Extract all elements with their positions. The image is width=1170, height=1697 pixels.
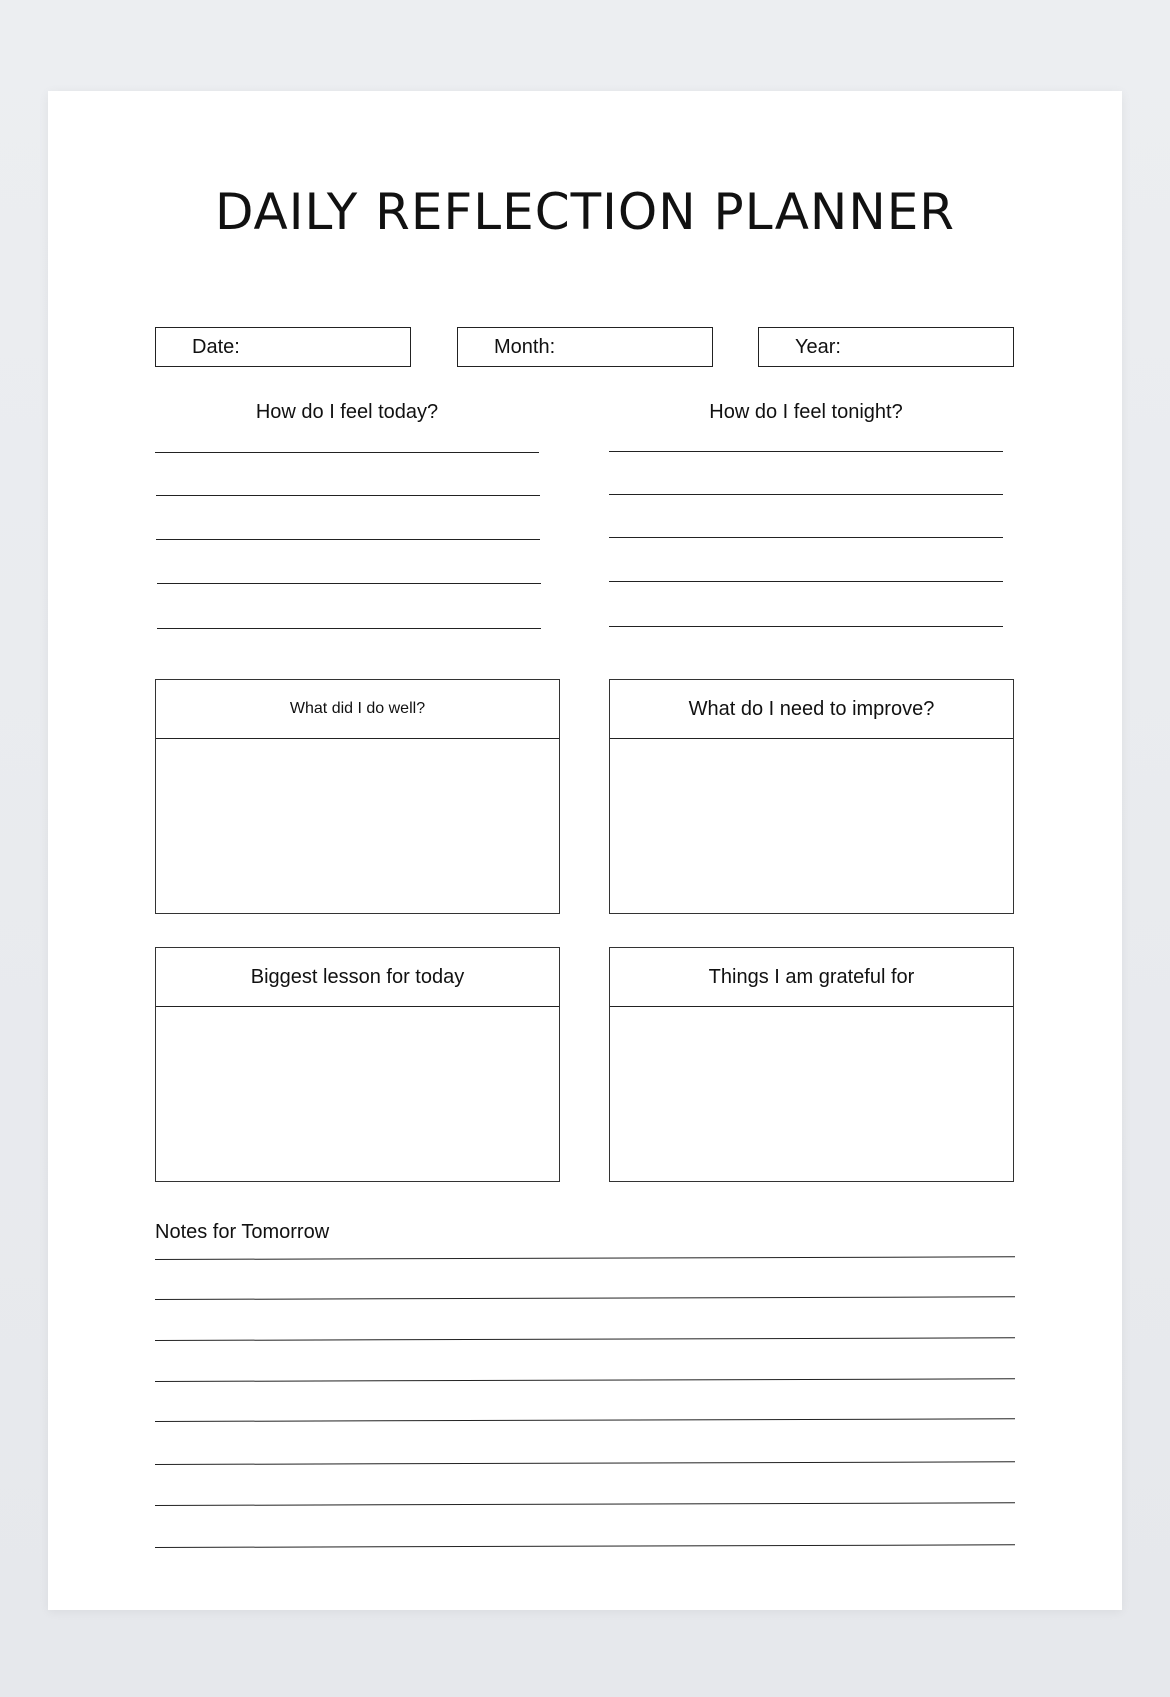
date-field[interactable] [155, 327, 411, 367]
lesson-heading: Biggest lesson for today [156, 948, 559, 1007]
grateful-heading: Things I am grateful for [610, 948, 1013, 1007]
feel-today-heading: How do I feel today? [255, 401, 439, 423]
year-field[interactable] [758, 327, 1014, 367]
feel-tonight-line[interactable] [609, 537, 1003, 538]
notes-line[interactable] [155, 1337, 1015, 1341]
notes-line[interactable] [155, 1256, 1015, 1260]
notes-heading: Notes for Tomorrow [155, 1221, 330, 1243]
feel-today-line[interactable] [156, 495, 540, 496]
improve-box[interactable] [609, 679, 1014, 914]
date-label: Date: [192, 336, 240, 358]
feel-today-line[interactable] [156, 539, 540, 540]
feel-today-line[interactable] [157, 628, 541, 629]
notes-line[interactable] [155, 1296, 1015, 1300]
feel-today-line[interactable] [155, 452, 539, 453]
did-well-heading: What did I do well? [156, 680, 559, 739]
month-field[interactable] [457, 327, 713, 367]
improve-heading: What do I need to improve? [610, 680, 1013, 739]
month-label: Month: [494, 336, 556, 358]
notes-line[interactable] [155, 1544, 1015, 1548]
notes-line[interactable] [155, 1461, 1015, 1465]
feel-tonight-line[interactable] [609, 451, 1003, 452]
notes-line[interactable] [155, 1502, 1015, 1506]
did-well-box[interactable] [155, 679, 560, 914]
notes-line[interactable] [155, 1418, 1015, 1422]
notes-line[interactable] [155, 1378, 1015, 1382]
feel-tonight-heading: How do I feel tonight? [709, 401, 903, 423]
feel-today-line[interactable] [157, 583, 541, 584]
page-title: DAILY REFLECTION PLANNER [214, 183, 956, 241]
lesson-box[interactable] [155, 947, 560, 1182]
year-label: Year: [795, 336, 841, 358]
feel-tonight-line[interactable] [609, 581, 1003, 582]
planner-sheet [48, 91, 1122, 1610]
grateful-box[interactable] [609, 947, 1014, 1182]
feel-tonight-line[interactable] [609, 494, 1003, 495]
feel-tonight-line[interactable] [609, 626, 1003, 627]
